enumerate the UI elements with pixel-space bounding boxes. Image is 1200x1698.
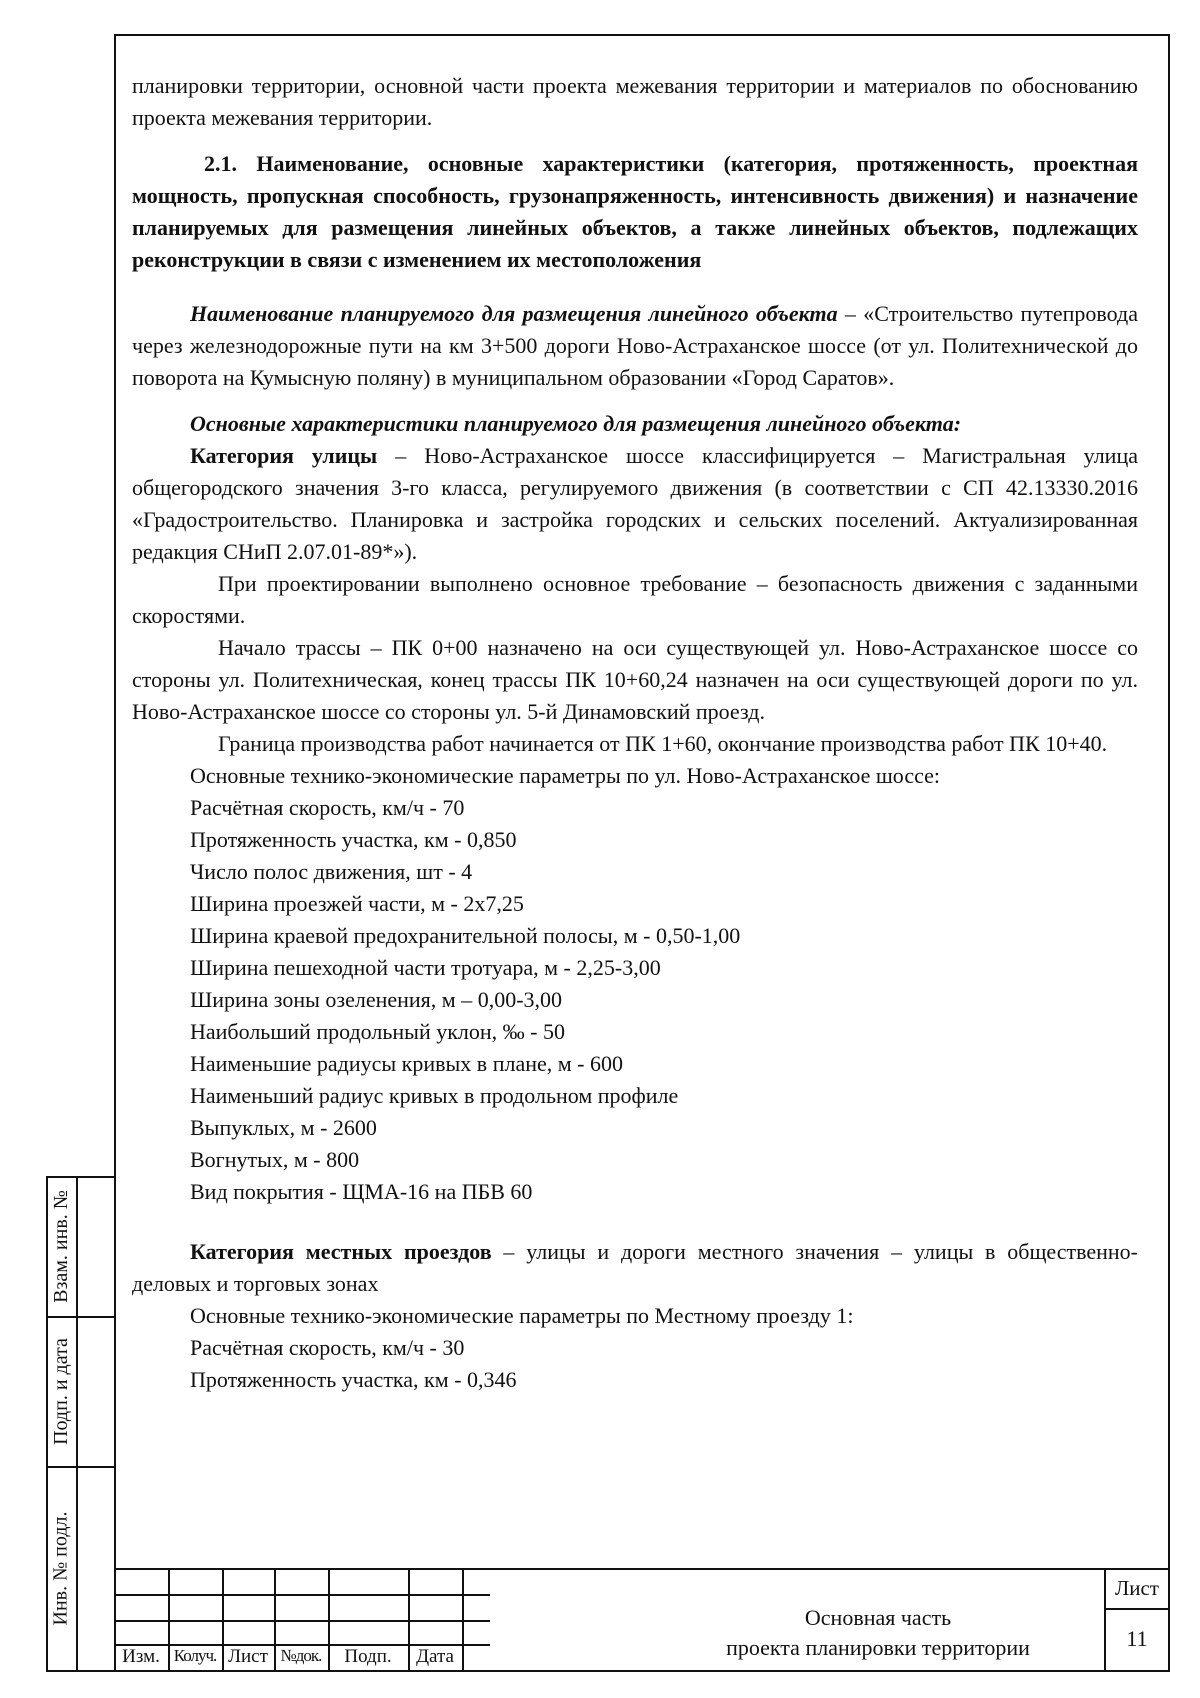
name-text: – «Строительство путепровода через железнодорожные пути на км 3+500 дороги Ново-Астраханское шоссе (от ул. Политехнической до поворота на Кумысную поляну) в муниципальном образовании «Город Саратов». <box>132 301 1138 390</box>
local-text: – улицы и дороги местного значения – улицы в общественно-деловых и торговых зонах <box>132 1239 1138 1296</box>
paragraph-name <box>132 298 1138 394</box>
stamp-vzam-label: Взам. инв. № <box>49 1189 72 1303</box>
list-item: Наименьшие радиусы кривых в плане, м - 600 <box>190 1051 623 1076</box>
document-title-line1: Основная часть <box>804 1605 952 1630</box>
list-item: Вогнутых, м - 800 <box>190 1147 360 1172</box>
list-item: Выпуклых, м - 2600 <box>190 1115 377 1140</box>
side-stamp <box>46 1176 114 1672</box>
col-koluch: Колуч. <box>173 1646 217 1665</box>
category-text: – Ново-Астраханское шоссе классифицируется – Магистральная улица общегородского значения 3-го класса, регулируемого движения (в соответствии с СП 42.13330.2016 «Градостроительство. Планировка и застройка городских и сельских поселений. Актуализированная редакция СНиП 2.07.01-89*»). <box>132 443 1138 564</box>
sheet-label: Лист <box>1115 1576 1159 1600</box>
col-list: Лист <box>228 1646 268 1667</box>
paragraph-category <box>132 440 1138 568</box>
paragraph-work-border: Граница производства работ начинается от ПК 1+60, окончание производства работ ПК 10+40. <box>218 731 1108 756</box>
list-item: Основные технико-экономические параметры по Местному проезду 1: <box>190 1303 854 1328</box>
paragraph-route-start: Начало трассы – ПК 0+00 назначено на оси существующей ул. Ново-Астраханское шоссе со стороны ул. Политехническая, конец трассы ПК 10+60,24 назначен на оси существующей дороги по ул. Ново-Астраханское шоссе со стороны ул. 5-й Динамовский проезд. <box>132 635 1138 724</box>
paragraph-local-roads <box>132 1236 1138 1300</box>
document-title-line2: проекта планировки территории <box>726 1635 1030 1660</box>
col-ndok: №док. <box>280 1646 322 1665</box>
title-block <box>114 1568 1170 1672</box>
parameters-list-local <box>132 1300 1138 1396</box>
list-item: Расчётная скорость, км/ч - 30 <box>190 1335 465 1360</box>
sheet-number: 11 <box>1126 1626 1148 1651</box>
list-item: Ширина краевой предохранительной полосы, м - 0,50-1,00 <box>190 923 741 948</box>
local-lead: Категория местных проездов <box>190 1239 492 1264</box>
list-item: Ширина проезжей части, м - 2х7,25 <box>190 891 524 916</box>
parameters-list-main <box>132 760 1138 1208</box>
list-item: Основные технико-экономические параметры по ул. Ново-Астраханское шоссе: <box>190 763 941 788</box>
list-item: Протяженность участка, км - 0,850 <box>190 827 517 852</box>
list-item: Ширина пешеходной части тротуара, м - 2,25-3,00 <box>190 955 661 980</box>
list-item: Расчётная скорость, км/ч - 70 <box>190 795 465 820</box>
section-heading: 2.1. Наименование, основные характеристики (категория, протяженность, проектная мощность, пропускная способность, грузонапряженность, интенсивность движения) и назначение планируемых для размещения линейных объектов, а также линейных объектов, подлежащих реконструкции в связи с изменением их местоположения <box>132 151 1138 272</box>
stamp-podp-label: Подп. и дата <box>49 1337 72 1445</box>
list-item: Наибольший продольный уклон, ‰ - 50 <box>190 1019 565 1044</box>
stamp-inv-label: Инв. № подл. <box>49 1511 72 1625</box>
list-item: Наименьший радиус кривых в продольном профиле <box>190 1083 679 1108</box>
list-item: Ширина зоны озеленения, м – 0,00-3,00 <box>190 987 563 1012</box>
paragraph-intro: планировки территории, основной части проекта межевания территории и материалов по обоснованию проекта межевания территории. <box>132 73 1138 130</box>
col-data: Дата <box>416 1646 454 1667</box>
characteristics-lead: Основные характеристики планируемого для размещения линейного объекта: <box>190 411 962 436</box>
paragraph-design: При проектировании выполнено основное требование – безопасность движения с заданными скоростями. <box>132 571 1138 628</box>
name-lead: Наименование планируемого для размещения линейного объекта <box>190 301 838 326</box>
list-item: Вид покрытия - ЩМА-16 на ПБВ 60 <box>190 1179 533 1204</box>
category-lead: Категория улицы <box>190 443 378 468</box>
list-item: Протяженность участка, км - 0,346 <box>190 1367 517 1392</box>
col-podp: Подп. <box>344 1646 392 1667</box>
col-izm: Изм. <box>122 1646 160 1667</box>
document-body <box>132 70 1138 1396</box>
list-item: Число полос движения, шт - 4 <box>190 859 473 884</box>
